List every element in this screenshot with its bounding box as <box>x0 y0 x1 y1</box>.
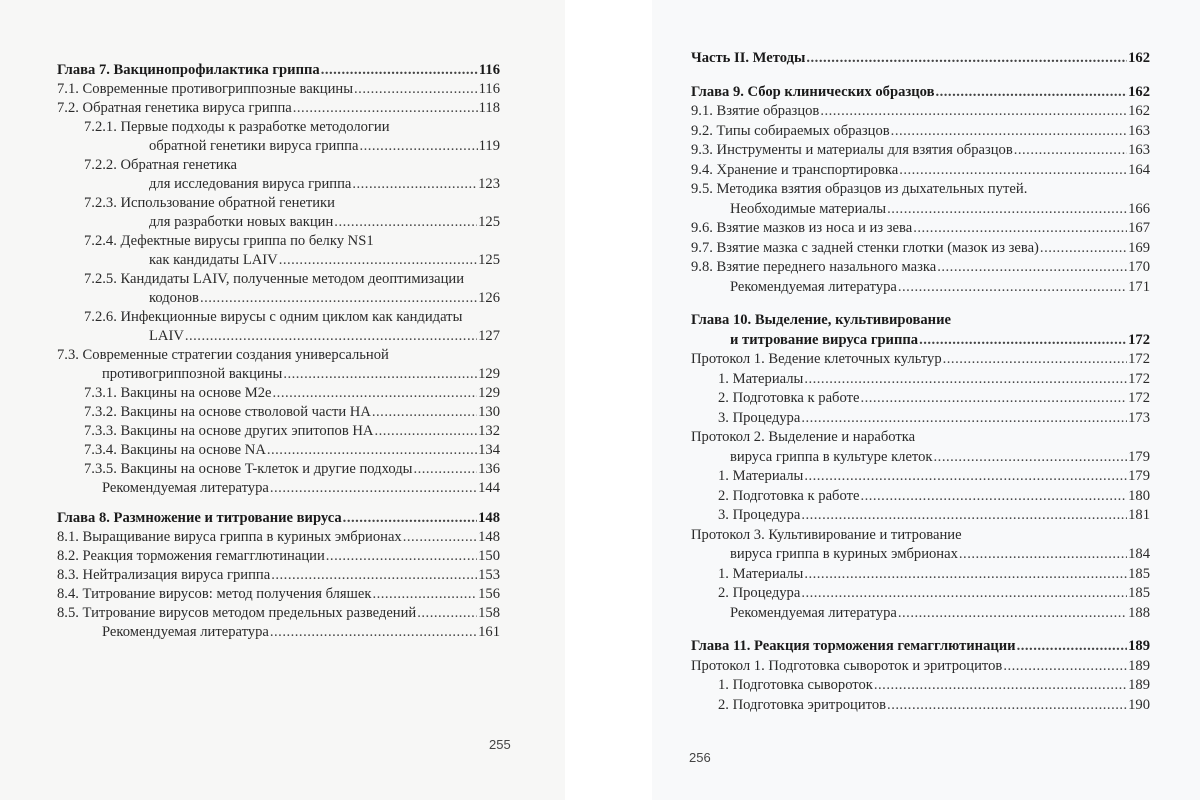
toc-entry-title: 2. Подготовка к работе <box>718 487 860 504</box>
toc-entry[interactable] <box>691 122 1150 142</box>
toc-entry-title: 9.2. Типы собираемых образцов <box>691 122 890 139</box>
toc-entry[interactable] <box>691 219 1150 239</box>
dot-leader <box>343 509 477 528</box>
toc-entry-page: 153 <box>478 567 500 583</box>
table-of-contents-right <box>691 49 1150 715</box>
toc-entry-title: 9.7. Взятие мазка с задней стенки глотки (мазок из зева) <box>691 239 1039 256</box>
toc-entry-title: 8.4. Титрование вирусов: метод получения бляшек <box>57 586 372 602</box>
toc-entry[interactable] <box>57 384 500 403</box>
toc-entry[interactable] <box>691 278 1150 298</box>
toc-entry[interactable] <box>57 232 500 251</box>
section-gap <box>691 623 1150 637</box>
toc-entry-title: Необходимые материалы <box>730 200 887 217</box>
toc-entry-page: 129 <box>478 385 500 401</box>
toc-entry-page: 189 <box>1128 677 1150 693</box>
toc-entry-title: Протокол 1. Ведение клеточных культур <box>691 351 942 367</box>
toc-entry[interactable] <box>691 389 1150 409</box>
toc-entry-title: 2. Процедура <box>718 585 801 601</box>
toc-entry[interactable] <box>57 118 500 137</box>
toc-entry-title: Глава 7. Вакцинопрофилактика гриппа <box>57 62 320 78</box>
dot-leader <box>899 161 1127 181</box>
dot-leader <box>898 604 1127 624</box>
toc-entry-title: 8.5. Титрование вирусов методом предельных разведений <box>57 605 417 621</box>
toc-entry-page: 163 <box>1128 122 1150 139</box>
toc-entry-title: и титрование вируса гриппа <box>730 331 919 348</box>
toc-entry-title: Рекомендуемая литература <box>730 604 897 621</box>
toc-entry-page: 162 <box>1128 50 1150 66</box>
toc-entry[interactable] <box>691 676 1150 696</box>
toc-entry[interactable] <box>691 370 1150 390</box>
toc-entry-title: 2. Подготовка к работе <box>718 390 860 406</box>
toc-entry-page: 116 <box>478 62 500 78</box>
toc-entry-title: кодонов <box>149 290 199 306</box>
toc-entry-page: 126 <box>478 290 500 306</box>
toc-entry-title: 3. Процедура <box>718 507 801 523</box>
toc-entry-page: 148 <box>478 510 500 526</box>
toc-entry-page: 164 <box>1128 161 1150 178</box>
toc-entry[interactable] <box>691 696 1150 716</box>
toc-entry-title: 7.2.1. Первые подходы к разработке методологии <box>84 119 390 135</box>
book-gutter <box>565 0 652 800</box>
toc-entry-page: 179 <box>1128 448 1150 465</box>
page-number-right: 256 <box>689 750 711 765</box>
toc-entry-page: 144 <box>478 480 500 496</box>
toc-entry-title: 9.5. Методика взятия образцов из дыхательных путей. <box>691 181 1028 197</box>
toc-entry[interactable] <box>691 448 1150 468</box>
toc-entry-page: 188 <box>1128 604 1150 621</box>
left-page <box>0 0 565 800</box>
toc-entry-page: 171 <box>1128 278 1150 295</box>
toc-entry-page: 184 <box>1128 546 1150 562</box>
dot-leader <box>267 441 477 460</box>
dot-leader <box>860 487 1127 507</box>
dot-leader <box>860 389 1127 409</box>
dot-leader <box>326 547 477 566</box>
toc-entry-title: Глава 9. Сбор клинических образцов <box>691 83 935 100</box>
toc-entry[interactable] <box>57 346 500 365</box>
toc-entry-page: 172 <box>1128 351 1150 367</box>
dot-leader <box>804 467 1127 487</box>
toc-entry[interactable] <box>57 479 500 498</box>
toc-entry[interactable] <box>57 251 500 270</box>
toc-entry[interactable] <box>57 585 500 604</box>
toc-entry-title: 1. Материалы <box>718 468 804 484</box>
toc-entry[interactable] <box>57 441 500 460</box>
toc-entry-title: 7.2. Обратная генетика вируса гриппа <box>57 100 292 116</box>
toc-entry-page: 189 <box>1128 657 1150 674</box>
dot-leader <box>959 545 1127 565</box>
dot-leader <box>1014 141 1127 161</box>
toc-entry-page: 185 <box>1128 565 1150 582</box>
toc-entry-title: 9.8. Взятие переднего назального мазка <box>691 259 937 275</box>
dot-leader <box>270 623 477 642</box>
toc-entry-page: 180 <box>1128 487 1150 504</box>
toc-entry[interactable] <box>57 327 500 346</box>
toc-entry-page: 116 <box>478 81 500 97</box>
toc-entry-title: Часть II. Методы <box>691 50 806 66</box>
dot-leader <box>293 99 478 118</box>
dot-leader <box>1040 239 1127 259</box>
toc-entry[interactable] <box>57 308 500 327</box>
toc-entry-title: 7.1. Современные противогриппозные вакцины <box>57 81 354 97</box>
toc-entry-page: 173 <box>1128 409 1150 426</box>
toc-entry-page: 132 <box>478 423 500 439</box>
toc-entry-title: 7.3.4. Вакцины на основе NA <box>84 442 266 458</box>
dot-leader <box>372 585 477 604</box>
toc-entry[interactable] <box>691 258 1150 278</box>
toc-entry-page: 148 <box>478 529 500 545</box>
dot-leader <box>200 289 477 308</box>
toc-entry-title: 7.3.3. Вакцины на основе других эпитопов HA <box>84 423 374 439</box>
section-gap <box>691 69 1150 83</box>
toc-entry-page: 123 <box>478 176 500 192</box>
dot-leader <box>271 566 477 585</box>
toc-entry-page: 156 <box>478 586 500 602</box>
toc-entry[interactable] <box>57 422 500 441</box>
toc-entry-title: 8.1. Выращивание вируса гриппа в куриных эмбрионах <box>57 529 402 545</box>
toc-entry[interactable] <box>57 194 500 213</box>
dot-leader <box>283 365 477 384</box>
toc-entry[interactable] <box>691 350 1150 370</box>
section-gap <box>691 297 1150 311</box>
dot-leader <box>413 460 477 479</box>
toc-entry-page: 127 <box>478 328 500 344</box>
toc-entry-page: 119 <box>478 138 500 154</box>
dot-leader <box>934 448 1128 468</box>
dot-leader <box>270 479 477 498</box>
toc-entry[interactable] <box>57 175 500 194</box>
toc-entry[interactable] <box>691 311 1150 331</box>
toc-entry[interactable] <box>57 528 500 547</box>
toc-entry-page: 179 <box>1128 468 1150 484</box>
dot-leader <box>806 49 1127 69</box>
toc-entry-title: обратной генетики вируса гриппа <box>149 138 359 154</box>
dot-leader <box>801 506 1127 526</box>
toc-entry-title: LAIV <box>149 328 184 344</box>
toc-entry-title: вируса гриппа в куриных эмбрионах <box>730 546 958 562</box>
dot-leader <box>1017 637 1128 657</box>
toc-entry-page: 172 <box>1128 331 1150 348</box>
toc-entry-title: 9.4. Хранение и транспортировка <box>691 161 899 178</box>
toc-entry-title: 2. Подготовка эритроцитов <box>718 696 887 713</box>
toc-entry[interactable] <box>57 403 500 422</box>
toc-entry-page: 189 <box>1128 638 1150 654</box>
toc-entry-title: Глава 8. Размножение и титрование вируса <box>57 510 342 526</box>
dot-leader <box>321 61 478 80</box>
toc-entry[interactable] <box>691 161 1150 181</box>
toc-entry-title: Рекомендуемая литература <box>102 480 269 496</box>
toc-entry[interactable] <box>691 467 1150 487</box>
toc-entry-title: 7.2.3. Использование обратной генетики <box>84 195 335 211</box>
toc-entry-page: 118 <box>478 100 500 116</box>
dot-leader <box>804 370 1127 390</box>
toc-entry-title: 7.2.4. Дефектные вирусы гриппа по белку NS1 <box>84 233 374 249</box>
toc-entry[interactable] <box>57 80 500 99</box>
toc-entry-title: 7.2.5. Кандидаты LAIV, полученные методом деоптимизации <box>84 271 465 287</box>
toc-entry-page: 158 <box>478 605 500 621</box>
toc-entry[interactable] <box>691 506 1150 526</box>
toc-entry-title: Протокол 3. Культивирование и титрование <box>691 526 962 543</box>
toc-entry-title: 7.2.6. Инфекционные вирусы с одним циклом как кандидаты <box>84 309 463 325</box>
toc-entry-page: 125 <box>478 252 500 268</box>
toc-entry[interactable] <box>57 156 500 175</box>
dot-leader <box>804 565 1127 585</box>
toc-entry[interactable] <box>57 509 500 528</box>
toc-entry-title: для исследования вируса гриппа <box>149 176 352 192</box>
toc-entry[interactable] <box>57 566 500 585</box>
toc-entry-title: Глава 10. Выделение, культивирование <box>691 312 951 328</box>
dot-leader <box>935 83 1127 103</box>
toc-entry[interactable] <box>691 239 1150 259</box>
toc-entry[interactable] <box>57 270 500 289</box>
toc-entry-title: 8.2. Реакция торможения гемагглютинации <box>57 548 325 564</box>
toc-entry[interactable] <box>57 604 500 623</box>
toc-entry[interactable] <box>691 565 1150 585</box>
toc-entry-title: Глава 11. Реакция торможения гемагглютинации <box>691 638 1016 654</box>
dot-leader <box>1003 657 1127 677</box>
toc-entry-page: 185 <box>1128 585 1150 601</box>
toc-entry-page: 134 <box>478 442 500 458</box>
toc-entry-title: 7.3.1. Вакцины на основе M2e <box>84 385 272 401</box>
dot-leader <box>354 80 478 99</box>
toc-entry[interactable] <box>691 83 1150 103</box>
toc-entry-title: 1. Материалы <box>718 565 804 582</box>
dot-leader <box>801 584 1127 604</box>
toc-entry[interactable] <box>691 200 1150 220</box>
dot-leader <box>919 331 1127 351</box>
toc-entry-title: 3. Процедура <box>718 409 801 426</box>
toc-entry[interactable] <box>691 526 1150 546</box>
toc-entry-title: 1. Материалы <box>718 370 804 387</box>
toc-entry[interactable] <box>691 102 1150 122</box>
toc-entry-title: 7.2.2. Обратная генетика <box>84 157 237 173</box>
toc-entry[interactable] <box>691 604 1150 624</box>
toc-entry-page: 181 <box>1128 507 1150 523</box>
dot-leader <box>887 696 1127 716</box>
toc-entry-page: 136 <box>478 461 500 477</box>
dot-leader <box>374 422 477 441</box>
toc-entry[interactable] <box>57 365 500 384</box>
toc-entry-title: 7.3.5. Вакцины на основе T-клеток и другие подходы <box>84 461 413 477</box>
toc-entry[interactable] <box>57 137 500 156</box>
dot-leader <box>185 327 477 346</box>
dot-leader <box>937 258 1127 278</box>
dot-leader <box>898 278 1127 298</box>
toc-entry-title: 9.1. Взятие образцов <box>691 103 820 119</box>
toc-entry[interactable] <box>57 213 500 232</box>
toc-entry-title: 9.6. Взятие мазков из носа и из зева <box>691 220 913 236</box>
toc-entry-page: 162 <box>1128 103 1150 119</box>
toc-entry-page: 172 <box>1128 390 1150 406</box>
toc-entry[interactable] <box>691 637 1150 657</box>
toc-entry-page: 172 <box>1128 370 1150 387</box>
toc-entry[interactable] <box>691 180 1150 200</box>
toc-entry-title: 9.3. Инструменты и материалы для взятия образцов <box>691 142 1013 158</box>
dot-leader <box>372 403 477 422</box>
toc-entry[interactable] <box>691 141 1150 161</box>
toc-entry-title: для разработки новых вакцин <box>149 214 334 230</box>
toc-entry-page: 150 <box>478 548 500 564</box>
toc-entry-page: 167 <box>1128 220 1150 236</box>
section-gap <box>57 498 500 509</box>
toc-entry-page: 125 <box>478 214 500 230</box>
toc-entry-title: Рекомендуемая литература <box>102 624 269 640</box>
dot-leader <box>273 384 478 403</box>
toc-entry-title: противогриппозной вакцины <box>102 366 283 382</box>
toc-entry-page: 169 <box>1128 239 1150 256</box>
toc-entry[interactable] <box>691 545 1150 565</box>
toc-entry-page: 190 <box>1128 696 1150 713</box>
page-number-left: 255 <box>489 737 511 752</box>
toc-entry[interactable] <box>57 289 500 308</box>
toc-entry-title: 1. Подготовка сывороток <box>718 677 873 693</box>
toc-entry[interactable] <box>691 409 1150 429</box>
toc-entry-title: Протокол 1. Подготовка сывороток и эритроцитов <box>691 657 1003 674</box>
toc-entry-page: 166 <box>1128 200 1150 217</box>
toc-entry[interactable] <box>57 460 500 479</box>
dot-leader <box>891 122 1127 142</box>
toc-entry[interactable] <box>691 584 1150 604</box>
dot-leader <box>279 251 477 270</box>
toc-entry[interactable] <box>691 49 1150 69</box>
toc-entry[interactable] <box>691 487 1150 507</box>
dot-leader <box>417 604 477 623</box>
toc-entry-page: 163 <box>1128 142 1150 158</box>
toc-entry[interactable] <box>691 331 1150 351</box>
dot-leader <box>403 528 477 547</box>
dot-leader <box>913 219 1127 239</box>
dot-leader <box>887 200 1127 220</box>
toc-entry[interactable] <box>691 428 1150 448</box>
toc-entry-title: 7.3.2. Вакцины на основе стволовой части HA <box>84 404 371 420</box>
toc-entry-page: 162 <box>1128 83 1150 100</box>
toc-entry[interactable] <box>691 657 1150 677</box>
toc-entry[interactable] <box>57 99 500 118</box>
toc-entry-page: 161 <box>478 624 500 640</box>
dot-leader <box>334 213 477 232</box>
dot-leader <box>874 676 1127 696</box>
toc-entry-title: Рекомендуемая литература <box>730 278 897 295</box>
toc-entry-title: вируса гриппа в культуре клеток <box>730 448 933 465</box>
dot-leader <box>820 102 1127 122</box>
toc-entry-title: как кандидаты LAIV <box>149 252 278 268</box>
toc-entry[interactable] <box>57 547 500 566</box>
dot-leader <box>352 175 477 194</box>
table-of-contents-left <box>57 61 500 642</box>
toc-entry-title: 8.3. Нейтрализация вируса гриппа <box>57 567 271 583</box>
toc-entry[interactable] <box>57 61 500 80</box>
toc-entry[interactable] <box>57 623 500 642</box>
dot-leader <box>801 409 1127 429</box>
toc-entry-page: 129 <box>478 366 500 382</box>
toc-entry-title: Протокол 2. Выделение и наработка <box>691 429 916 445</box>
right-page <box>652 0 1200 800</box>
dot-leader <box>359 137 477 156</box>
toc-entry-page: 170 <box>1128 259 1150 275</box>
toc-entry-title: 7.3. Современные стратегии создания универсальной <box>57 347 389 363</box>
dot-leader <box>943 350 1127 370</box>
toc-entry-page: 130 <box>478 404 500 420</box>
